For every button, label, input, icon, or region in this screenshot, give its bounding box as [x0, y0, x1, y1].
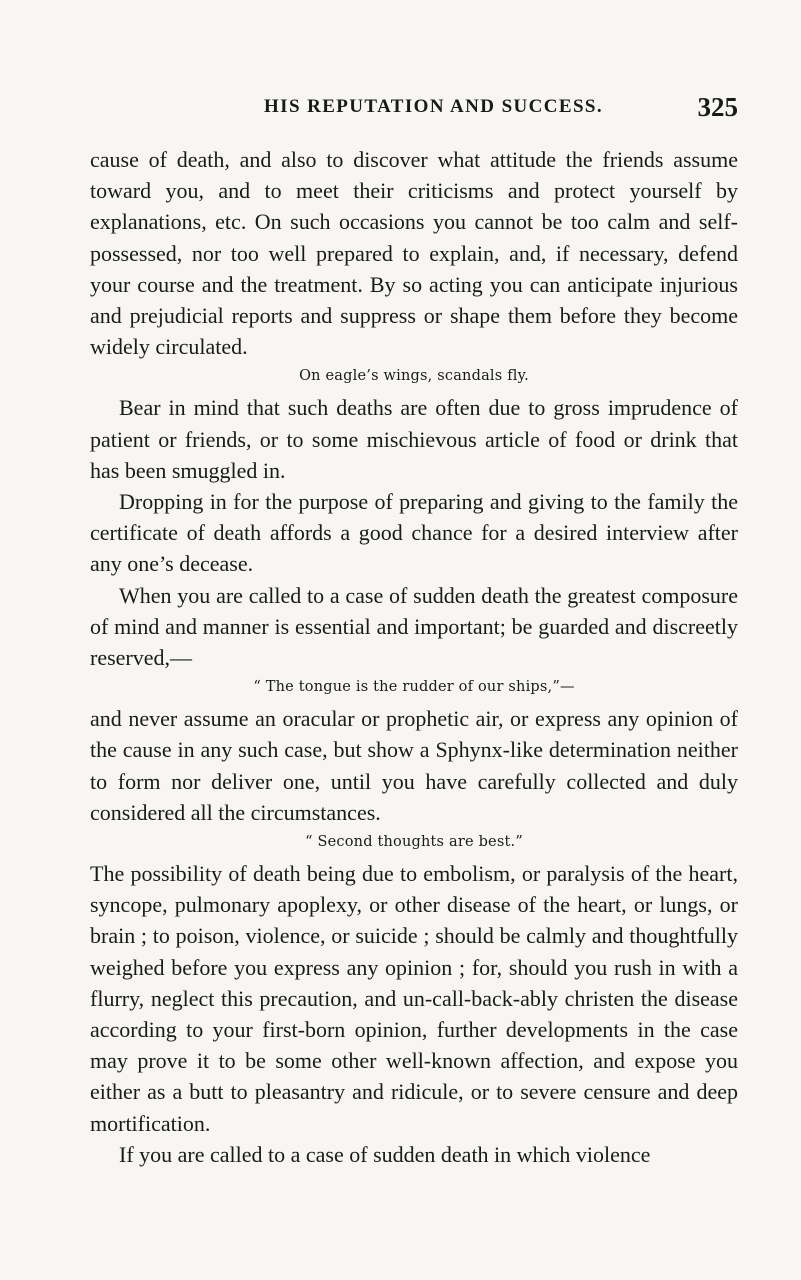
quotation-eagle: On eagle’s wings, scandals fly.	[299, 368, 529, 385]
running-title: HIS REPUTATION AND SUCCESS.	[264, 96, 604, 117]
quotation-second-thoughts: “ Second thoughts are best.”	[305, 834, 523, 851]
running-head	[90, 92, 738, 126]
paragraph-continuation: cause of death, and also to discover what attitude the friends assume toward you, and to meet their criticisms and protect yourself by explanations, etc. On such occasions you cannot be too calm and self-possessed, nor too well prepared to explain, and, if necessary, defend your course and the treatment. By so acting you can anticipate injurious and prejudicial reports and suppress or shape them before they become widely circulated.	[90, 147, 738, 360]
page-body	[90, 144, 738, 1170]
page-number: 325	[697, 92, 738, 122]
paragraph-oracular: and never assume an oracular or prophetic air, or express any opinion of the cause in any such case, but show a Sphynx-like determination neither to form nor deliver one, until you have carefully collected and duly considered all the circumstances.	[90, 706, 738, 825]
paragraph-bear-in-mind: Bear in mind that such deaths are often due to gross imprudence of patient or friends, or to some mischievous article of food or drink that has been smuggled in.	[90, 395, 738, 483]
paragraph-violence: If you are called to a case of sudden death in which violence	[119, 1141, 651, 1167]
paragraph-dropping-in: Dropping in for the purpose of preparing and giving to the family the certificate of death affords a good chance for a desired interview after any one’s decease.	[90, 489, 738, 577]
paragraph-possibility: The possibility of death being due to embolism, or paralysis of the heart, syncope, pulmonary apoplexy, or other disease of the heart, or lungs, or brain ; to poison, violence, or suicide ; should be calmly and thoughtfully weighed before you express any opinion ; for, should you rush in with a flurry, neglect this precaution, and un-call-back-ably christen the disease according to your first-born opinion, further developments in the case may prove it to be some other well-known affection, and expose you either as a butt to pleasantry and ridicule, or to severe censure and deep mortification.	[90, 861, 738, 1136]
quotation-tongue: “ The tongue is the rudder of our ships,”—	[253, 679, 575, 696]
paragraph-sudden-death: When you are called to a case of sudden death the greatest composure of mind and manner is essential and important; be guarded and discreetly reserved,—	[90, 582, 738, 671]
